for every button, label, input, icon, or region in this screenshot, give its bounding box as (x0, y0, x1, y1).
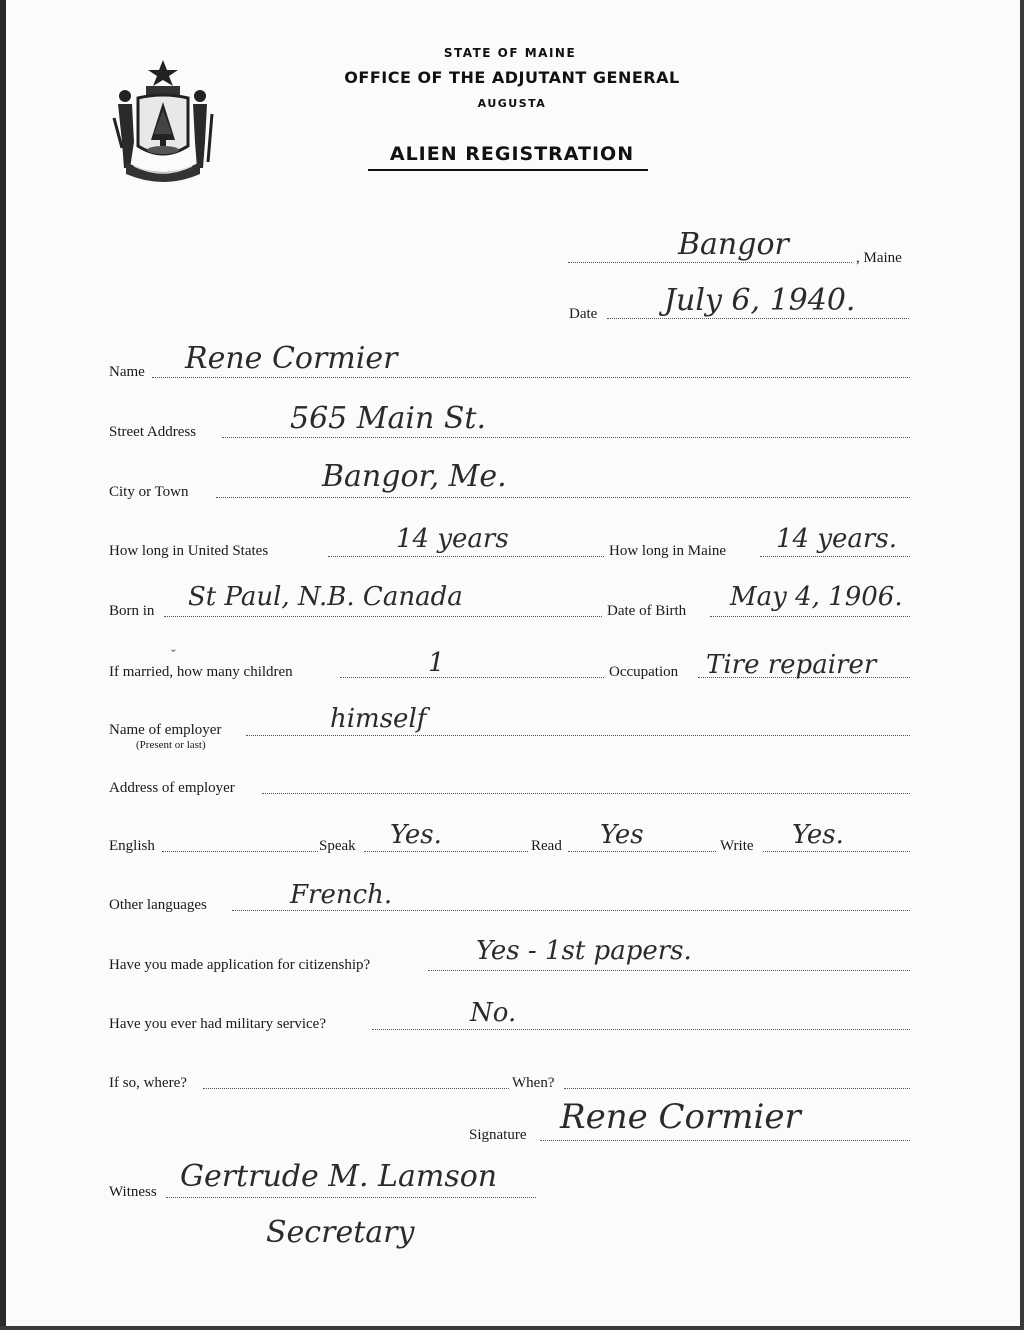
witness-dotted-line (166, 1197, 536, 1198)
us-duration-dotted-line (328, 556, 604, 557)
witness-title: Secretary (266, 1215, 415, 1250)
date-dotted-line (607, 318, 909, 319)
employer-sublabel: (Present or last) (136, 739, 206, 751)
header-office: OFFICE OF THE ADJUTANT GENERAL (344, 68, 680, 87)
witness-value[interactable]: Gertrude M. Lamson (180, 1159, 498, 1194)
read-label: Read (531, 838, 562, 854)
occupation-value[interactable]: Tire repairer (706, 650, 877, 680)
employer-dotted-line (246, 735, 910, 736)
scan-edge-bottom (0, 1326, 1024, 1330)
other-languages-value[interactable]: French. (290, 880, 393, 910)
city-label: City or Town (109, 484, 189, 500)
us-duration-value[interactable]: 14 years (396, 524, 509, 554)
children-value[interactable]: 1 (428, 648, 445, 678)
employer-address-label: Address of employer (109, 780, 235, 796)
name-value[interactable]: Rene Cormier (185, 341, 398, 376)
occupation-label: Occupation (609, 664, 679, 680)
born-in-label: Born in (109, 603, 155, 619)
other-languages-dotted-line (232, 910, 910, 911)
name-label: Name (109, 364, 145, 380)
english-label: English (109, 838, 155, 854)
dob-value[interactable]: May 4, 1906. (730, 582, 903, 612)
born-in-value[interactable]: St Paul, N.B. Canada (188, 582, 463, 612)
street-value[interactable]: 565 Main St. (290, 401, 486, 436)
maine-duration-label: How long in Maine (609, 543, 727, 559)
signature-label: Signature (469, 1127, 527, 1143)
employer-address-dotted-line (262, 793, 910, 794)
military-label: Have you ever had military service? (109, 1016, 326, 1032)
place-value[interactable]: Bangor (678, 227, 789, 262)
speak-dotted-line (364, 851, 528, 852)
dob-label: Date of Birth (607, 603, 687, 619)
write-dotted-line (763, 851, 910, 852)
maine-duration-dotted-line (760, 556, 910, 557)
read-value[interactable]: Yes (600, 820, 644, 850)
place-dotted-line (568, 262, 852, 263)
read-dotted-line (568, 851, 716, 852)
date-value[interactable]: July 6, 1940. (664, 283, 856, 318)
when-label: When? (512, 1075, 555, 1091)
name-dotted-line (152, 377, 910, 378)
dob-dotted-line (710, 616, 910, 617)
speak-value[interactable]: Yes. (390, 820, 442, 850)
citizenship-dotted-line (428, 970, 910, 971)
signature-value[interactable]: Rene Cormier (560, 1097, 801, 1137)
witness-label: Witness (109, 1184, 157, 1200)
children-dotted-line (340, 677, 604, 678)
children-label: If married, how many children (109, 664, 293, 680)
signature-dotted-line (540, 1140, 910, 1141)
citizenship-label: Have you made application for citizenship? (109, 957, 371, 973)
maine-duration-value[interactable]: 14 years. (776, 524, 897, 554)
title-underline (368, 169, 648, 171)
english-dotted-line (162, 851, 318, 852)
speak-label: Speak (319, 838, 356, 854)
street-label: Street Address (109, 424, 197, 440)
military-dotted-line (372, 1029, 910, 1030)
city-dotted-line (216, 497, 910, 498)
write-value[interactable]: Yes. (792, 820, 844, 850)
other-languages-label: Other languages (109, 897, 207, 913)
header-city: AUGUSTA (477, 97, 547, 110)
scan-edge-right (1020, 0, 1024, 1330)
city-value[interactable]: Bangor, Me. (322, 459, 507, 494)
form-title: ALIEN REGISTRATION (389, 143, 635, 165)
born-in-dotted-line (164, 616, 602, 617)
write-label: Write (720, 838, 754, 854)
scan-edge-left (0, 0, 6, 1330)
employer-value[interactable]: himself (330, 704, 427, 734)
place-suffix-label: , Maine (856, 250, 902, 266)
where-label: If so, where? (109, 1075, 187, 1091)
citizenship-value[interactable]: Yes - 1st papers. (476, 936, 692, 966)
us-duration-label: How long in United States (109, 543, 269, 559)
employer-label: Name of employer (109, 722, 222, 738)
check-mark: ˇ (171, 648, 176, 663)
when-dotted-line (564, 1088, 910, 1089)
date-label: Date (569, 306, 598, 322)
header-state: STATE OF MAINE (443, 46, 577, 60)
where-dotted-line (203, 1088, 509, 1089)
street-dotted-line (222, 437, 910, 438)
military-value[interactable]: No. (470, 998, 517, 1028)
